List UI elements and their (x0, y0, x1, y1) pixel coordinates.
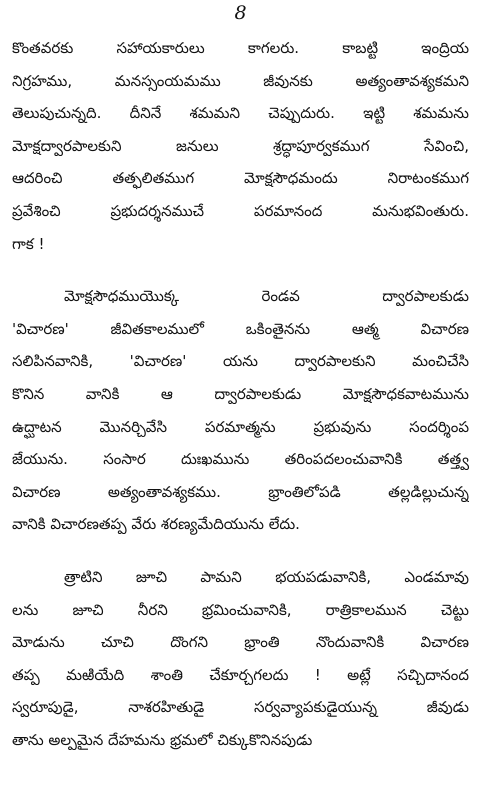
paragraph-gap (12, 260, 469, 280)
text-line: 'విచారణ' జీవితకాలములో ఒకింతైనను ఆత్మ విచారణ (12, 319, 469, 338)
text-line: విచారణ అత్యంతావశ్యకము. భ్రాంతిలోపడి తల్లడిల్లుచున్న (12, 482, 469, 501)
text-line: తాను అల్పమైన దేహమను భ్రమలో చిక్కుకొనినపుడు (12, 730, 313, 749)
text-line: గాక ! (12, 234, 45, 253)
text-line: తెలుపుచున్నది. దీనినే శమమని చెప్పుదురు. ఇట్టి శమమను (12, 104, 469, 123)
paragraph (12, 32, 469, 260)
text-line: మోక్షసౌధముయొక్క రెండవ ద్వారపాలకుడు (64, 287, 469, 306)
text-line: కొంతవరకు సహాయకారులు కాగలరు. కాబట్టి ఇంద్రియ (12, 39, 469, 57)
page-body-text (12, 32, 469, 756)
text-line: స్వరూపుడై, నాశరహితుడై సర్వవ్యాపకుడైయున్న జీవుడు (12, 698, 469, 717)
text-line: మోడును చూచి దొంగని భ్రాంతి నొందువానికి విచారణ (12, 633, 469, 652)
page-number: 8 (234, 2, 247, 24)
paragraph (12, 561, 469, 757)
text-line: త్రాటిని జూచి పామని భయపడువానికి, ఎండమావు (64, 567, 469, 586)
text-line: కొనిన వానికి ఆ ద్వారపాలకుడు మోక్షసౌధకవాటమును (12, 384, 469, 403)
paragraph-gap (12, 541, 469, 561)
text-line: ప్రవేశించి ప్రభుదర్శనముచే పరమానంద మనుభవింతురు. (12, 201, 469, 220)
text-line: ఉద్ఘాటన మొనర్చివేసి పరమాత్మను ప్రభువును సందర్శింప (12, 417, 469, 436)
text-line: మోక్షద్వారపాలకుని జనులు శ్రద్ధాపూర్వకముగ సేవించి, (12, 136, 469, 155)
text-line: నిగ్రహము, మనస్సంయమము జీవునకు అత్యంతావశ్యకమని (12, 71, 469, 90)
text-line: తప్ప మఱియేది శాంతి చేకూర్చగలదు ! అట్లే సచ్చిదానంద (12, 665, 469, 684)
text-line: వానికి విచారణతప్ప వేరు శరణ్యమేదియును లేదు. (12, 515, 300, 534)
text-line: లను జూచి నీరని భ్రమించువానికి, రాత్రికాలమున చెట్టు (12, 600, 469, 619)
paragraph (12, 280, 469, 541)
text-line: జేయును. సంసార దుఃఖమును తరింపదలంచువానికి తత్త్వ (12, 450, 469, 469)
text-line: సలిపినవానికి, 'విచారణ' యను ద్వారపాలకుని మంచిచేసి (12, 352, 469, 371)
text-line: ఆదరించి తత్ఫలితముగ మోక్షసౌధమందు నిరాటంకముగ (12, 169, 469, 188)
